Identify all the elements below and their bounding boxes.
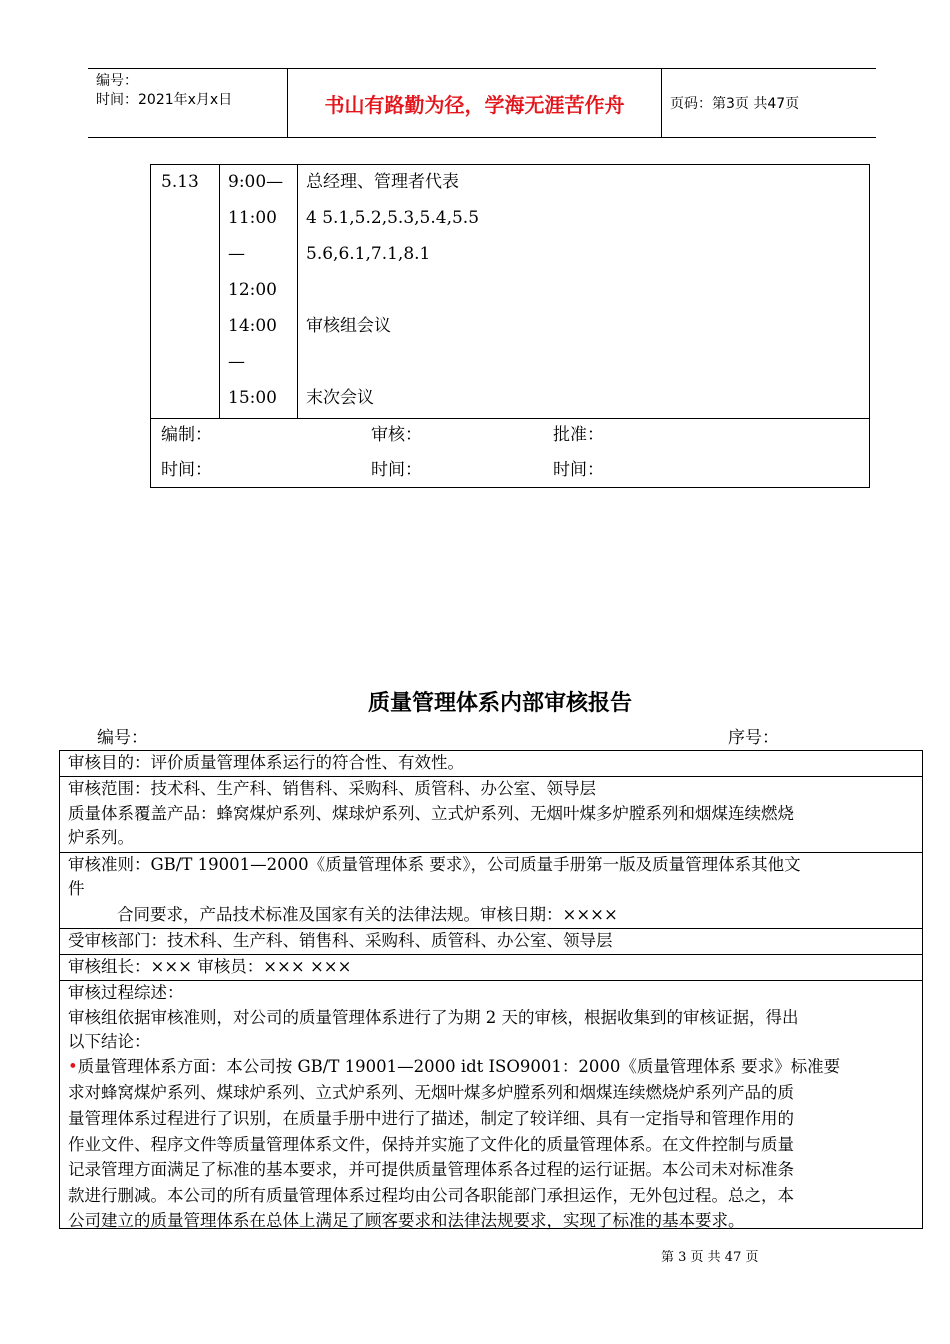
page-info-text: 页码：第3页 共47页: [670, 96, 800, 112]
schedule-content-cell: [297, 165, 869, 418]
time-line: 12:00: [228, 280, 277, 300]
conclusion-line: 记录管理方面满足了标准的基本要求，并可提供质量管理体系各过程的运行证据。本公司未对标准条: [68, 1160, 794, 1179]
criteria-line: 合同要求，产品技术标准及国家有关的法律法规。审核日期：××××: [117, 905, 618, 924]
report-number-label: 编号：: [97, 728, 148, 748]
team-row: [60, 955, 922, 981]
page-header: [88, 68, 876, 138]
report-table: [59, 750, 923, 1229]
time-line: 15:00: [228, 388, 277, 408]
conclusion-line: 求对蜂窝煤炉系列、煤球炉系列、立式炉系列、无烟叶煤多炉膛系列和烟煤连续燃烧炉系列产品的质: [68, 1083, 794, 1102]
reviewed-time-label: 时间：: [371, 460, 422, 480]
audited-depts-row: [60, 929, 922, 955]
scope-row: [60, 777, 922, 853]
process-row: [60, 981, 922, 1229]
audited-depts-text: 受审核部门：技术科、生产科、销售科、采购科、质管科、办公室、领导层: [68, 931, 613, 950]
conclusion-line: [68, 1056, 840, 1078]
criteria-row: [60, 853, 922, 929]
time-line: 14:00: [228, 316, 277, 336]
prepared-time-label: 时间：: [161, 460, 212, 480]
schedule-table: [150, 164, 870, 488]
time-line: 11:00: [228, 208, 277, 228]
schedule-item: 总经理、管理者代表: [306, 172, 459, 192]
schedule-date-cell: [151, 165, 220, 418]
time-line: 9:00—: [228, 172, 284, 192]
process-line: 审核组依据审核准则，对公司的质量管理体系进行了为期 2 天的审核，根据收集到的审核证据，得出: [68, 1008, 799, 1027]
schedule-item: 5.6,6.1,7.1,8.1: [306, 244, 431, 264]
process-line: 以下结论：: [68, 1032, 151, 1051]
report-serial-label: 序号：: [728, 728, 779, 748]
conclusion-line: 公司建立的质量管理体系在总体上满足了顾客要求和法律法规要求，实现了标准的基本要求。: [68, 1211, 745, 1230]
approved-time-label: 时间：: [553, 460, 604, 480]
criteria-line: 审核准则：GB/T 19001—2000《质量管理体系 要求》，公司质量手册第一版及质量管理体系其他文: [68, 855, 801, 874]
header-page-info: [670, 69, 876, 137]
doc-number-label: 编号：: [96, 73, 138, 89]
time-line: —: [228, 244, 245, 264]
time-line: —: [228, 352, 245, 372]
report-title: 质量管理体系内部审核报告: [367, 691, 632, 716]
team-text: 审核组长：××× 审核员：××× ×××: [68, 957, 352, 976]
conclusion-line: 款进行删减。本公司的所有质量管理体系过程均由公司各职能部门承担运作，无外包过程。总之，本: [68, 1186, 794, 1205]
schedule-date: 5.13: [161, 172, 199, 192]
page-footer: 第 3 页 共 47 页: [661, 1250, 759, 1265]
scope-line: 审核范围：技术科、生产科、销售科、采购科、质管科、办公室、领导层: [68, 779, 596, 798]
bullet-icon: •: [68, 1057, 78, 1076]
header-left-cell: [88, 69, 288, 137]
prepared-label: 编制：: [161, 425, 212, 445]
criteria-line: 件: [68, 879, 85, 898]
schedule-item: 4 5.1,5.2,5.3,5.4,5.5: [306, 208, 480, 228]
process-heading: 审核过程综述：: [68, 983, 184, 1002]
conclusion-text: 质量管理体系方面：本公司按 GB/T 19001—2000 idt ISO9001：2000《质量管理体系 要求》标准要: [77, 1057, 841, 1076]
reviewed-label: 审核：: [371, 425, 422, 445]
purpose-row: [60, 751, 922, 777]
schedule-item: 审核组会议: [306, 316, 391, 336]
header-time: 时间：2021年x月x日: [96, 92, 233, 108]
scope-line: 炉系列。: [68, 828, 134, 847]
header-slogan: 书山有路勤为径，学海无涯苦作舟: [287, 69, 662, 137]
conclusion-line: 量管理体系过程进行了识别，在质量手册中进行了描述，制定了较详细、具有一定指导和管理作用的: [68, 1109, 794, 1128]
schedule-time-cell: [219, 165, 298, 418]
schedule-row: [151, 165, 869, 419]
purpose-text: 审核目的：评价质量管理体系运行的符合性、有效性。: [68, 753, 464, 772]
schedule-item: 末次会议: [306, 388, 374, 408]
scope-line: 质量体系覆盖产品：蜂窝煤炉系列、煤球炉系列、立式炉系列、无烟叶煤多炉膛系列和烟煤连续燃烧: [68, 804, 794, 823]
conclusion-line: 作业文件、程序文件等质量管理体系文件，保持并实施了文件化的质量管理体系。在文件控制与质量: [68, 1135, 794, 1154]
schedule-sign-row: [151, 418, 869, 488]
approved-label: 批准：: [553, 425, 604, 445]
